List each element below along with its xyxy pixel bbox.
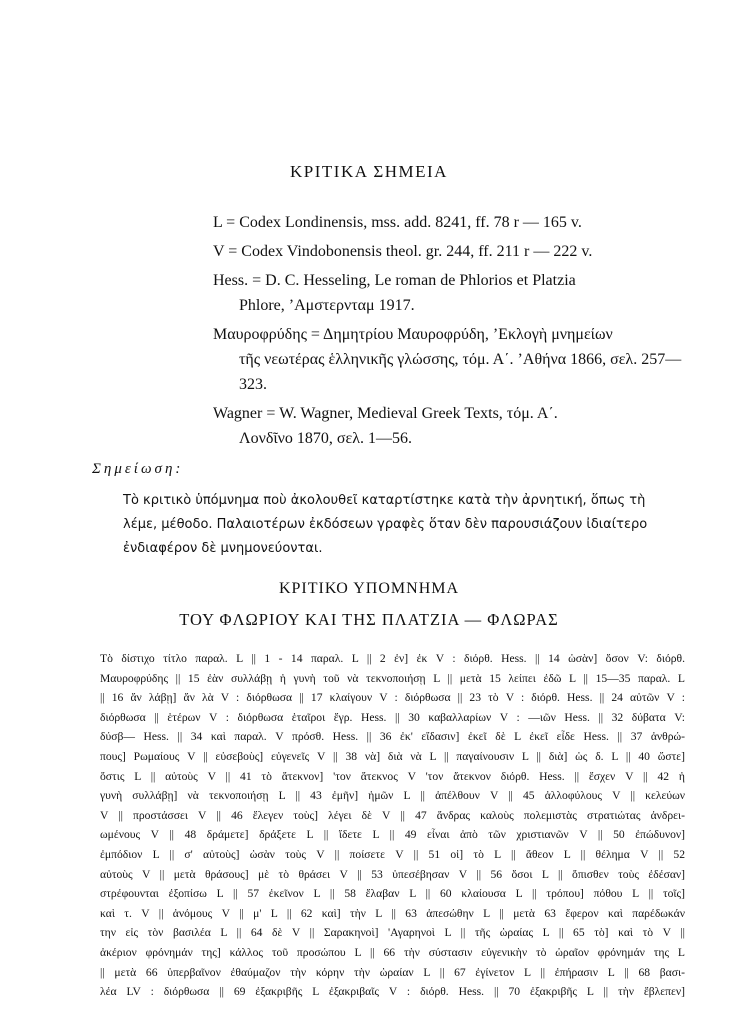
siglum-entry <box>213 239 683 264</box>
note-text: Τὸ κριτικὸ ὑπόμνημα ποὺ ἀκολουθεῖ καταρτίστηκε κατὰ τὴν ἀρνητική, ὅπως τὴ λέμε, μέθοδο. Παλαιοτέρων ἐκδόσεων γραφὲς ὅταν δὲν παρουσιάζουν ἰδιαίτερο ἐνδιαφέρον δὲ μνημονεύονται. <box>123 493 648 556</box>
apparatus-line: Τὸ δίστιχο τίτλο παραλ. L || 1 - 14 παραλ. L || 2 ἐν] ἐκ V : διόρθ. Hess. || 14 ὡσὰν] ὅσον V: διόρθ. <box>100 652 685 665</box>
siglum-line: Μαυροφρύδης = Δημητρίου Μαυροφρύδη, ’Εκλογὴ μνημείων <box>213 326 613 343</box>
siglum-line: Hess. = D. C. Hesseling, Le roman de Phlorios et Platzia <box>213 272 576 289</box>
siglum-entry <box>213 210 683 235</box>
siglum-continuation: τῆς νεωτέρας ἑλληνικῆς γλώσσης, τόμ. Α΄. ’Αθήνα 1866, σελ. 257—323. <box>239 351 682 393</box>
apparatus-line: λέα LV : διόρθωσα || 69 ἐξακριβῆς L ἐξακριβαῖς V : διόρθ. Hess. || 70 ἐξακριβῆς L || τὴν ἔβλεπεν] <box>100 985 685 999</box>
apparatus-line: αὐτοὺς V || μετὰ θράσους] μὲ τὸ θράσει V || 53 ὑπεσέβησαν V || 56 ὅσοι L || ὄπισθεν τοὺς ἐδέσαν] <box>100 867 685 881</box>
apparatus-line: ὅστις L || αὐτοὺς V || 41 τὸ ἄτεκνον] 'τον ἄτεκνος V 'τον ἄτεκνον διόρθ. Hess. || ἔσχεν V || 42 ἡ <box>100 769 685 783</box>
section-subheading: ΤΟΥ ΦΛΩΡΙΟΥ ΚΑΙ ΤΗΣ ΠΛΑΤΖΙΑ — ΦΛΩΡΑΣ <box>179 610 559 629</box>
apparatus-line: δύσβ— Hess. || 34 καὶ παραλ. V πρόσθ. Hess. || 36 ἐκ' εἴδασιν] ἐκεῖ δὲ L ἐκεῖ εἶδε Hess. || 37 ἀνθρώ- <box>100 730 685 744</box>
sigla-list <box>213 210 683 455</box>
apparatus-line: ἀκέριον φρόνημάν της] κάλλος τοῦ προσώπου L || 66 τὴν σύστασιν εὐγενικὴν τὸ ὡραῖον φρόνημάν της L <box>100 945 685 959</box>
note-label: Σημείωση: <box>92 461 184 477</box>
apparatus-line: γυνὴ συλλάβῃ] νὰ τεκνοποιήσῃ L || 43 ἐμῆν] ἡμῶν L || ἀπέλθουν V || 45 ἀλλοφύλους V || κελεύων <box>100 789 685 803</box>
apparatus-line: ἐμπόδιον L || σ' αὐτοὺς] ὡσὰν τοὺς V || ποίσετε V || 51 οἱ] τὸ L || ἄθεον L || θέλημα V || 52 <box>100 847 685 861</box>
apparatus-line: || μετὰ 66 ὑπερβαῖνον ἐθαύμαζον τὴν κόρην τὴν ὡραίαν L || 67 ἐγίνετον L || ἐπήρασιν L || 68 βασι- <box>100 965 685 979</box>
siglum-line: V = Codex Vindobonensis theol. gr. 244, ff. 211 r — 222 v. <box>213 243 593 260</box>
siglum-entry <box>213 268 683 318</box>
siglum-continuation: Λονδῖνο 1870, σελ. 1—56. <box>239 430 413 447</box>
apparatus-line: || 16 ἄν λάβῃ] ἄν λὰ V : διόρθωσα || 17 κλαίγουν V : διόρθωσα || 23 τὸ V : διόρθ. Hess. || 24 αὐτῶν V : <box>100 691 685 705</box>
apparatus-line: V || προστάσσει V || 46 ἔλεγεν τοὺς] λέγει δὲ V || 47 ἄνδρας καλοὺς πολεμιστὰς στρατιώτας ἀνδρει- <box>100 808 685 822</box>
siglum-entry <box>213 322 683 397</box>
apparatus-line: την εἰς τὸν βασιλέα L || 64 δὲ V || Σαρακηνοὶ] 'Αγαρηνοὶ L || τῆς ὡραίας L || 65 τὸ] καὶ τὸ V || <box>100 926 685 940</box>
section-heading: ΚΡΙΤΙΚΟ ΥΠΟΜΝΗΜΑ <box>278 580 460 597</box>
apparatus-line: καὶ τ. V || ἀνόμους V || μ' L || 62 καὶ] τὴν L || 63 ἀπεσώθην L || μετὰ 63 ἔφερον καὶ παρέδωκάν <box>100 906 685 920</box>
siglum-line: Wagner = W. Wagner, Medieval Greek Texts, τόμ. Α΄. <box>213 405 558 422</box>
siglum-entry <box>213 401 683 451</box>
siglum-continuation: Phlore, ’Αμστερνταμ 1917. <box>239 297 415 314</box>
page-title: ΚΡΙΤΙΚΑ ΣΗΜΕΙΑ <box>290 162 448 181</box>
apparatus-line: στρέφουνται ἐξοπίσω L || 57 ἐκεῖνον L || 58 ἔλαβαν L || 60 κλαίουσα L || τρόπου] πόθου L || τοῖς] <box>100 887 685 901</box>
apparatus-line: Μαυροφρύδης || 15 ἐὰν συλλάβῃ ἡ γυνὴ τοῦ νὰ τεκνοποιήσῃ L || μετὰ 15 λείπει ἐδῶ L || 15—35 παραλ. L <box>100 671 685 685</box>
critical-apparatus <box>100 649 685 1002</box>
siglum-line: L = Codex Londinensis, mss. add. 8241, ff. 78 r — 165 v. <box>213 214 582 231</box>
apparatus-line: πους] Ρωμαίους V || εὐσεβοὺς] εὐγενεῖς V || 38 νὰ] διὰ νὰ L || παγαίνουσιν L || διὰ] ὡς δ. L || 40 ὥστε] <box>100 749 685 763</box>
apparatus-line: ωμένους V || 48 δράμετε] δράξετε L || ἴδετε L || 49 εἶναι ἀπὸ τῶν χριστιανῶν V || 50 ἐπώδυνον] <box>100 828 685 842</box>
apparatus-line: διόρθωσα || ἑτέρων V : διόρθωσα ἑταῖροι ἔγρ. Hess. || 30 καβαλλαρίων V : —ιῶν Hess. || 32 δύβατα V: <box>100 710 685 724</box>
